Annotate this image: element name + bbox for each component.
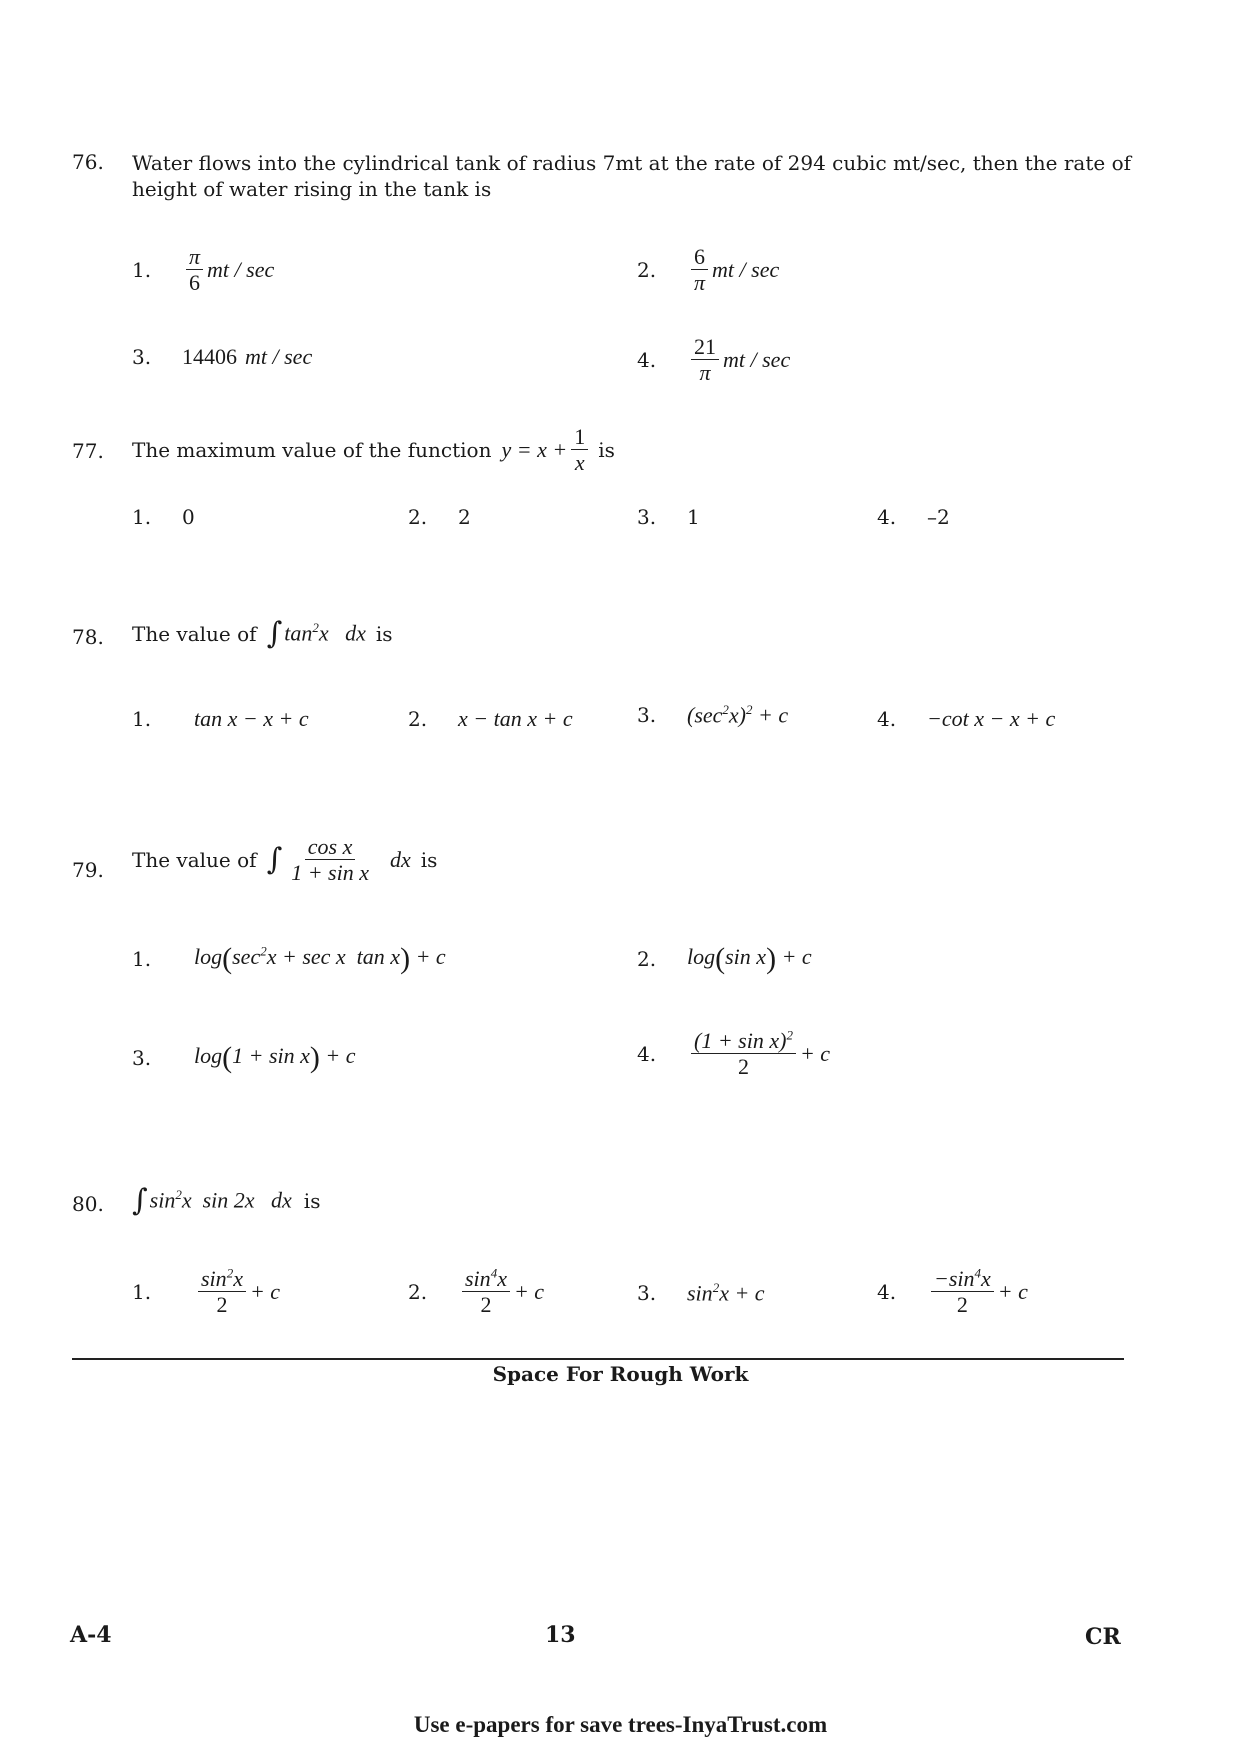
- fraction: [931, 1266, 994, 1318]
- fraction-denominator: 6: [189, 270, 201, 296]
- expression-part: ): [766, 942, 777, 975]
- option-value: 0: [182, 505, 195, 529]
- fraction-numerator: 21: [691, 334, 719, 360]
- fraction-denominator: 2: [216, 1292, 228, 1318]
- option-1[interactable]: [132, 706, 309, 732]
- option-value: –2: [927, 505, 950, 529]
- fraction: [571, 424, 588, 476]
- superscript: 2: [786, 1027, 793, 1043]
- question-text: [132, 834, 437, 886]
- superscript: 2: [260, 943, 267, 959]
- fraction: [691, 1028, 796, 1080]
- question-text-part: The value of: [132, 847, 257, 872]
- expression-part: + c: [319, 1043, 356, 1069]
- option-2[interactable]: [408, 1266, 544, 1318]
- option-number: 4.: [877, 505, 897, 529]
- divider: [72, 1358, 1124, 1360]
- option-number: 2.: [408, 707, 428, 731]
- expression-part: log: [194, 1043, 223, 1069]
- integral-sign-icon: ∫: [132, 1183, 148, 1218]
- option-3[interactable]: [637, 505, 700, 529]
- fraction-denominator: 2: [737, 1054, 749, 1080]
- option-number: 2.: [637, 257, 657, 282]
- superscript: 2: [712, 1280, 720, 1295]
- question-text: [132, 616, 393, 651]
- fraction: [288, 834, 372, 886]
- rough-work-label: Space For Rough Work: [492, 1362, 749, 1386]
- question-number: 80.: [72, 1192, 104, 1216]
- question-number: 79.: [72, 858, 104, 882]
- integral-sign-icon: ∫: [266, 616, 283, 651]
- fraction-denominator: 2: [480, 1292, 492, 1318]
- option-value: 2: [458, 505, 471, 529]
- option-number: 1.: [132, 947, 152, 971]
- question-text-line: height of water rising in the tank is: [132, 177, 492, 201]
- integrand: x sin 2x dx: [181, 1187, 292, 1213]
- option-2[interactable]: [408, 706, 573, 732]
- fraction-numerator-text: x: [981, 1266, 991, 1291]
- option-1[interactable]: [132, 1266, 280, 1318]
- fraction-numerator: 6: [691, 244, 708, 270]
- superscript: 4: [490, 1265, 498, 1281]
- fraction-denominator: π: [699, 360, 711, 386]
- option-number: 4.: [877, 1279, 897, 1304]
- option-number: 1.: [132, 257, 152, 282]
- option-number: 3.: [132, 345, 152, 369]
- option-4[interactable]: [877, 1266, 1028, 1318]
- integral-sign-icon: ∫: [266, 842, 283, 878]
- option-3[interactable]: [132, 1041, 356, 1075]
- option-number: 3.: [637, 1281, 657, 1306]
- option-3[interactable]: [637, 1280, 765, 1306]
- question-text: [132, 424, 615, 476]
- superscript: 2: [226, 1265, 234, 1281]
- expression-part: (: [715, 942, 726, 975]
- fraction-numerator-text: −sin: [934, 1266, 975, 1291]
- option-number: 2.: [637, 947, 657, 971]
- option-number: 1.: [132, 1279, 152, 1304]
- question-text-part: is: [420, 847, 438, 872]
- fraction-numerator: [931, 1266, 994, 1292]
- fraction-denominator: x: [574, 450, 585, 476]
- fraction-denominator: 1 + sin x: [291, 860, 369, 886]
- expression-part: (sec: [687, 702, 723, 728]
- fraction-numerator-text: (1 + sin x): [694, 1028, 787, 1053]
- option-2[interactable]: [408, 505, 471, 529]
- fraction-numerator-text: sin: [465, 1266, 491, 1291]
- expression-part: sin: [687, 1280, 713, 1306]
- option-3[interactable]: [637, 702, 788, 728]
- option-number: 4.: [637, 347, 657, 372]
- option-4[interactable]: [877, 706, 1055, 732]
- option-number: 3.: [132, 1046, 152, 1070]
- expression-part: 1 + sin x: [232, 1043, 310, 1069]
- question-text: [132, 1183, 320, 1218]
- expression-part: + c: [249, 1278, 281, 1304]
- option-3[interactable]: [132, 344, 312, 370]
- fraction: [691, 244, 708, 296]
- expression-part: + c: [513, 1278, 545, 1304]
- option-number: 1.: [132, 707, 152, 731]
- option-value: tan x − x + c: [194, 706, 309, 731]
- question-text-line: Water flows into the cylindrical tank of radius 7mt at the rate of 294 cubic mt/sec, then the rate of: [132, 151, 1132, 175]
- fraction-numerator: [198, 1266, 246, 1292]
- option-number: 4.: [637, 1041, 657, 1066]
- question-text-part: is: [303, 1188, 321, 1213]
- fraction-numerator-text: x: [497, 1266, 507, 1291]
- option-value: 1: [687, 505, 700, 529]
- option-number: 3.: [637, 703, 657, 728]
- fraction-numerator: [462, 1266, 510, 1292]
- option-2[interactable]: [637, 244, 779, 296]
- differential: dx: [390, 846, 411, 872]
- expression-part: sin x: [725, 944, 767, 970]
- option-2[interactable]: [637, 942, 812, 976]
- expression-part: log: [194, 944, 223, 970]
- question-text-part: is: [375, 621, 393, 646]
- integrand: x dx: [318, 620, 366, 646]
- expression-part: + c: [997, 1278, 1028, 1304]
- expression-part: sec: [232, 944, 261, 970]
- option-number: 1.: [132, 505, 152, 529]
- fraction: [186, 244, 203, 296]
- expression-part: + c: [776, 944, 812, 970]
- expression-part: + c: [752, 702, 789, 728]
- superscript: 4: [974, 1265, 982, 1281]
- option-value: x − tan x + c: [458, 706, 573, 731]
- expression-part: (: [222, 1041, 233, 1074]
- question-text-part: The maximum value of the function: [132, 437, 492, 462]
- option-unit: mt / sec: [207, 256, 275, 282]
- fraction: [198, 1266, 246, 1318]
- fraction-denominator: 2: [956, 1292, 968, 1318]
- fraction: [691, 334, 719, 386]
- fraction-numerator: cos x: [305, 834, 356, 860]
- option-value: −cot x − x + c: [927, 706, 1056, 731]
- expression-part: x + sec x tan x: [266, 944, 401, 970]
- option-1[interactable]: [132, 942, 446, 976]
- superscript: 2: [746, 702, 753, 717]
- option-4[interactable]: [637, 1028, 830, 1080]
- option-number: 3.: [637, 505, 657, 529]
- expression-part: log: [687, 944, 716, 970]
- question-text-part: The value of: [132, 621, 257, 646]
- footer-watermark-text: Use e-papers for save trees-InyaTrust.com: [413, 1712, 828, 1737]
- question-number: 76.: [72, 150, 104, 174]
- question-text-part: is: [598, 437, 615, 462]
- expression-part: + c: [410, 944, 446, 970]
- expression-part: x): [728, 702, 747, 728]
- expression: y = x +: [501, 436, 568, 462]
- expression-part: ): [309, 1041, 320, 1074]
- expression-part: (: [222, 942, 233, 975]
- option-1[interactable]: [132, 505, 195, 529]
- option-1[interactable]: [132, 244, 274, 296]
- expression-part: + c: [799, 1040, 831, 1066]
- option-4[interactable]: [877, 505, 950, 529]
- fraction: [462, 1266, 510, 1318]
- footer-subject-code: CR: [1085, 1624, 1121, 1650]
- question-number: 77.: [72, 439, 104, 463]
- expression-part: x + c: [719, 1280, 765, 1306]
- footer-booklet-code: A-4: [70, 1622, 112, 1648]
- superscript: 2: [312, 620, 319, 636]
- option-number: 4.: [877, 707, 897, 731]
- option-unit: mt / sec: [712, 256, 780, 282]
- fraction-numerator-text: x: [233, 1266, 243, 1291]
- question-text: [132, 150, 1132, 202]
- superscript: 2: [175, 1187, 182, 1203]
- option-value: 14406: [182, 344, 237, 369]
- option-4[interactable]: [637, 334, 790, 386]
- question-number: 78.: [72, 625, 104, 649]
- fraction-numerator: [691, 1028, 796, 1054]
- footer-page-number: 13: [545, 1622, 576, 1648]
- option-number: 2.: [408, 1279, 428, 1304]
- option-number: 2.: [408, 505, 428, 529]
- integrand: sin: [149, 1187, 176, 1213]
- fraction-numerator-text: sin: [201, 1266, 227, 1291]
- integrand: tan: [284, 620, 313, 646]
- fraction-numerator: 1: [571, 424, 588, 450]
- option-unit: mt / sec: [723, 346, 791, 372]
- option-unit: mt / sec: [245, 344, 313, 369]
- superscript: 2: [722, 702, 729, 717]
- fraction-denominator: π: [694, 270, 706, 296]
- expression-part: ): [400, 942, 411, 975]
- fraction-numerator: π: [186, 244, 203, 270]
